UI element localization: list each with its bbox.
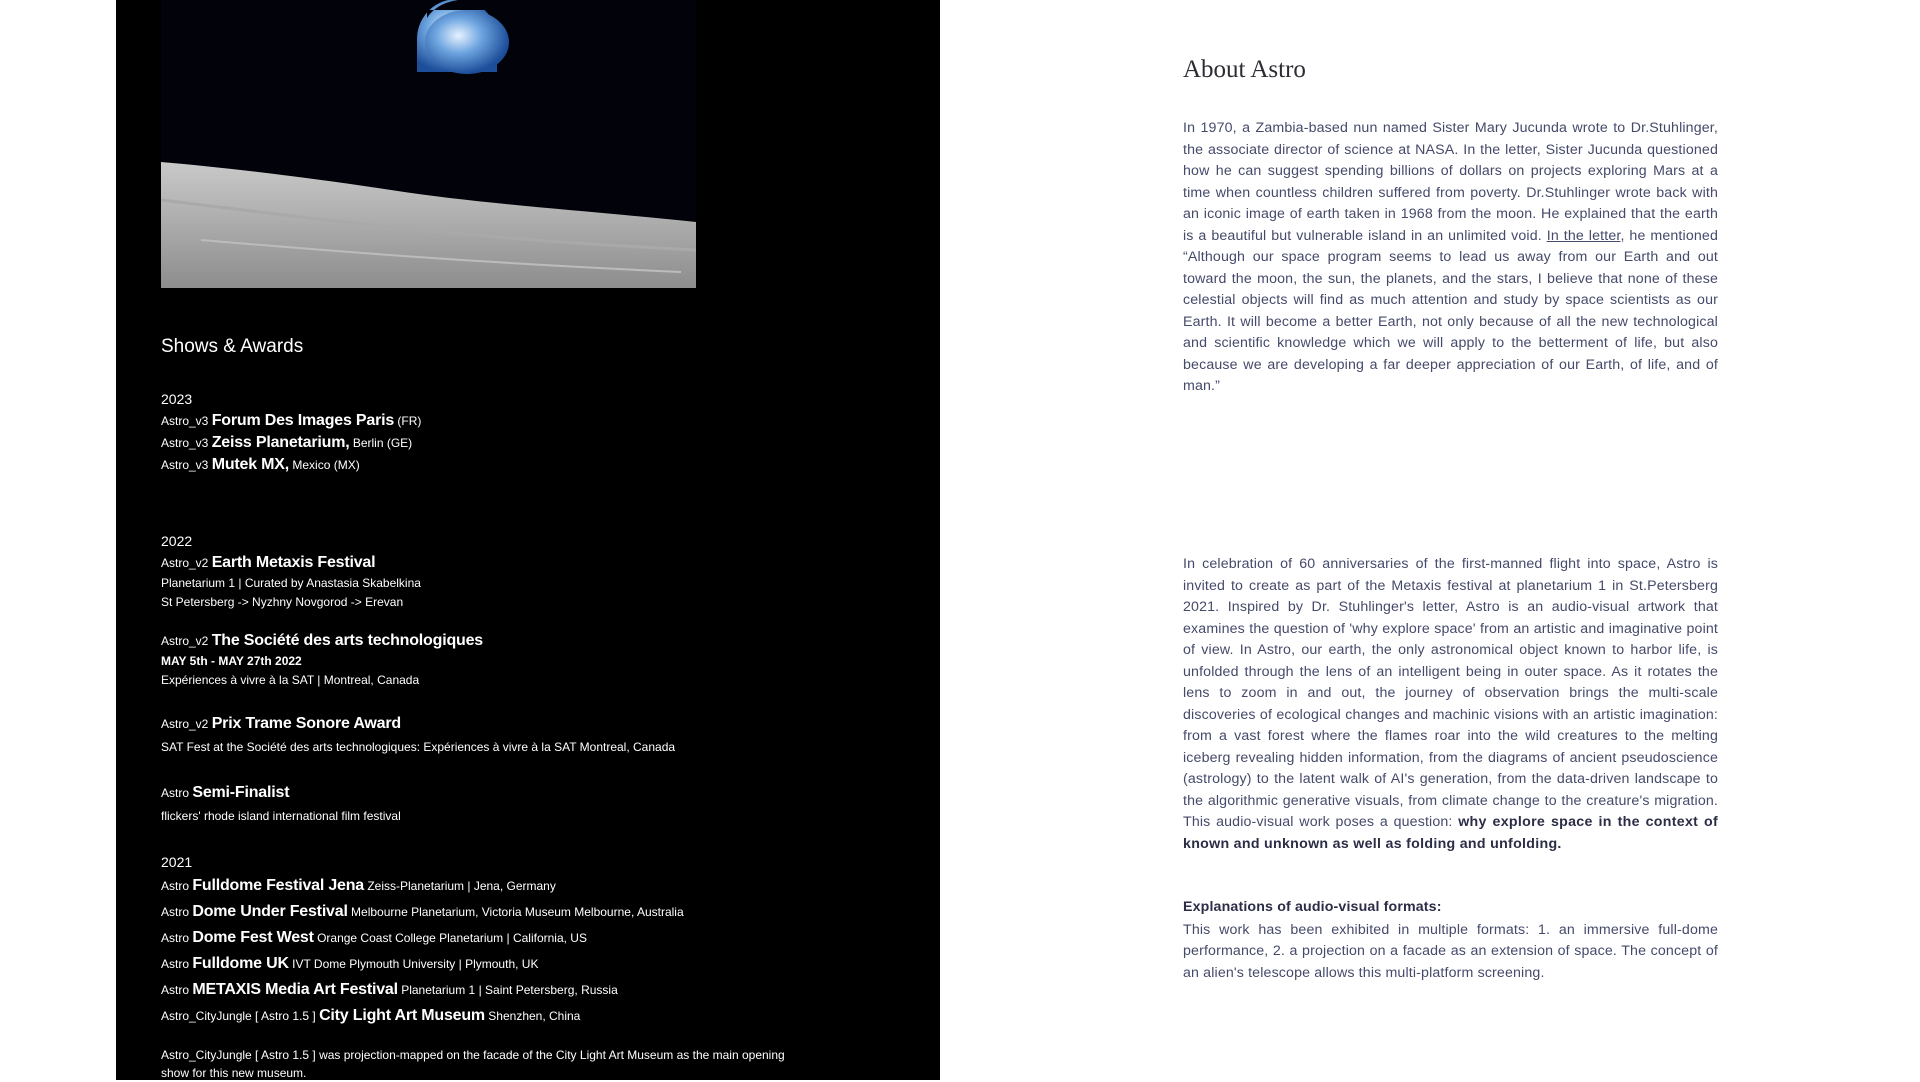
- year-label: 2021: [161, 854, 193, 870]
- award-detail: flickers' rhode island international film festival: [161, 809, 401, 823]
- award-detail: Expériences à vivre à la SAT | Montreal, Canada: [161, 673, 420, 687]
- year-label: 2023: [161, 391, 193, 407]
- awards-2022: [161, 532, 921, 612]
- list-item: Astro Semi-Finalist: [161, 784, 290, 801]
- award-sat: [161, 630, 921, 690]
- list-item: Astro Dome Under Festival Melbourne Planetarium, Victoria Museum Melbourne, Australia: [161, 903, 684, 920]
- list-item: Astro Fulldome UK IVT Dome Plymouth University | Plymouth, UK: [161, 955, 539, 972]
- about-paragraph-1: In 1970, a Zambia-based nun named Sister Mary Jucunda wrote to Dr.Stuhlinger, the associate director of science at NASA. In the letter, Sister Jucunda questioned how he can suggest spending billions of dollars on projects exploring Mars at a time when countless children suffered from poverty. Dr.Stuhlinger wrote back with an iconic image of earth taken in 1968 from the moon. He explained that the earth is a beautiful but vulnerable island in an unlimited void. In the letter, he mentioned “Although our space program seems to lead us away from our Earth and out toward the moon, the sun, the planets, and the stars, I believe that none of these celestial objects will find as much attention and study by space scientists as our Earth. It will become a better Earth, not only because of all the new technological and scientific knowledge which we will apply to the betterment of life, but also because we are developing a far deeper appreciation of our Earth, of life, and of man.”: [1183, 120, 1718, 394]
- about-paragraph-2: In celebration of 60 anniversaries of the first-manned flight into space, Astro is invited to create as part of the Metaxis festival at planetarium 1 in St.Petersberg 2021. Inspired by Dr. Stuhlinger's letter, Astro is an audio-visual artwork that examines the question of 'why explore space' from an artistic and imaginative point of view. In Astro, our earth, the only astronomical object known to harbor life, is unfolded through the lens of an intelligent being in outer space. As it rotates the lens to zoom in and out, the journey of observation brings the multi-scale discoveries of ecological changes and machinic visions with an artistic imagination: from a vast forest where the flames roar into the wild creatures to the melting iceberg revealing hidden information, from the diagrams of ancient pseudoscience (astrology) to the latent walk of AI's generation, from the data-driven landscape to the algorithmic generative visuals, from climate change to the creature's migration. This audio-visual work poses a question: why explore space in the context of known and unknown as well as folding and unfolding.: [1183, 556, 1718, 852]
- awards-2021: [161, 853, 921, 1082]
- list-item: Astro_v3 Zeiss Planetarium, Berlin (GE): [161, 434, 413, 451]
- list-item: Astro METAXIS Media Art Festival Planetarium 1 | Saint Petersberg, Russia: [161, 981, 618, 998]
- list-item: Astro_v2 The Société des arts technologiques: [161, 632, 483, 649]
- awards-2023: [161, 390, 921, 476]
- award-detail: SAT Fest at the Société des arts technologiques: Expériences à vivre à la SAT Montreal, Canada: [161, 740, 676, 754]
- shows-awards-title: Shows & Awards: [161, 336, 304, 357]
- list-item: Astro_v2 Earth Metaxis Festival: [161, 554, 376, 571]
- award-prix: [161, 713, 921, 757]
- about-title: About Astro: [1183, 56, 1306, 83]
- award-detail: Planetarium 1 | Curated by Anastasia Skabelkina: [161, 576, 421, 590]
- list-item: Astro_v2 Prix Trame Sonore Award: [161, 715, 401, 732]
- year-label: 2022: [161, 533, 193, 549]
- list-item: Astro_v3 Mutek MX, Mexico (MX): [161, 456, 360, 473]
- about-paragraph-3: Explanations of audio-visual formats: This work has been exhibited in multiple formats: 1. an immersive full-dome performance, 2. a projection on a facade as an extension of space. The concept of an alien's telescope allows this multi-platform screening.: [1183, 899, 1718, 981]
- formats-heading: Explanations of audio-visual formats:: [1183, 899, 1442, 915]
- list-item: Astro Fulldome Festival Jena Zeiss-Planetarium | Jena, Germany: [161, 877, 556, 894]
- shows-panel: [116, 0, 940, 1080]
- list-item: Astro_v3 Forum Des Images Paris (FR): [161, 412, 422, 429]
- list-item: Astro_CityJungle [ Astro 1.5 ] City Light Art Museum Shenzhen, China: [161, 1007, 581, 1024]
- list-item: Astro Dome Fest West Orange Coast College Planetarium | California, US: [161, 929, 587, 946]
- cityjungle-footnote: Astro_CityJungle [ Astro 1.5 ] was projection-mapped on the facade of the City Light Art Museum as the main opening show for this new museum.: [161, 1048, 785, 1080]
- letter-link[interactable]: In the letter: [1546, 227, 1621, 244]
- earthrise-image: [161, 0, 696, 288]
- award-semifinalist: [161, 782, 921, 826]
- award-detail: St Petersberg -> Nyzhny Novgorod -> Erevan: [161, 595, 404, 609]
- award-dates: MAY 5th - MAY 27th 2022: [161, 654, 302, 668]
